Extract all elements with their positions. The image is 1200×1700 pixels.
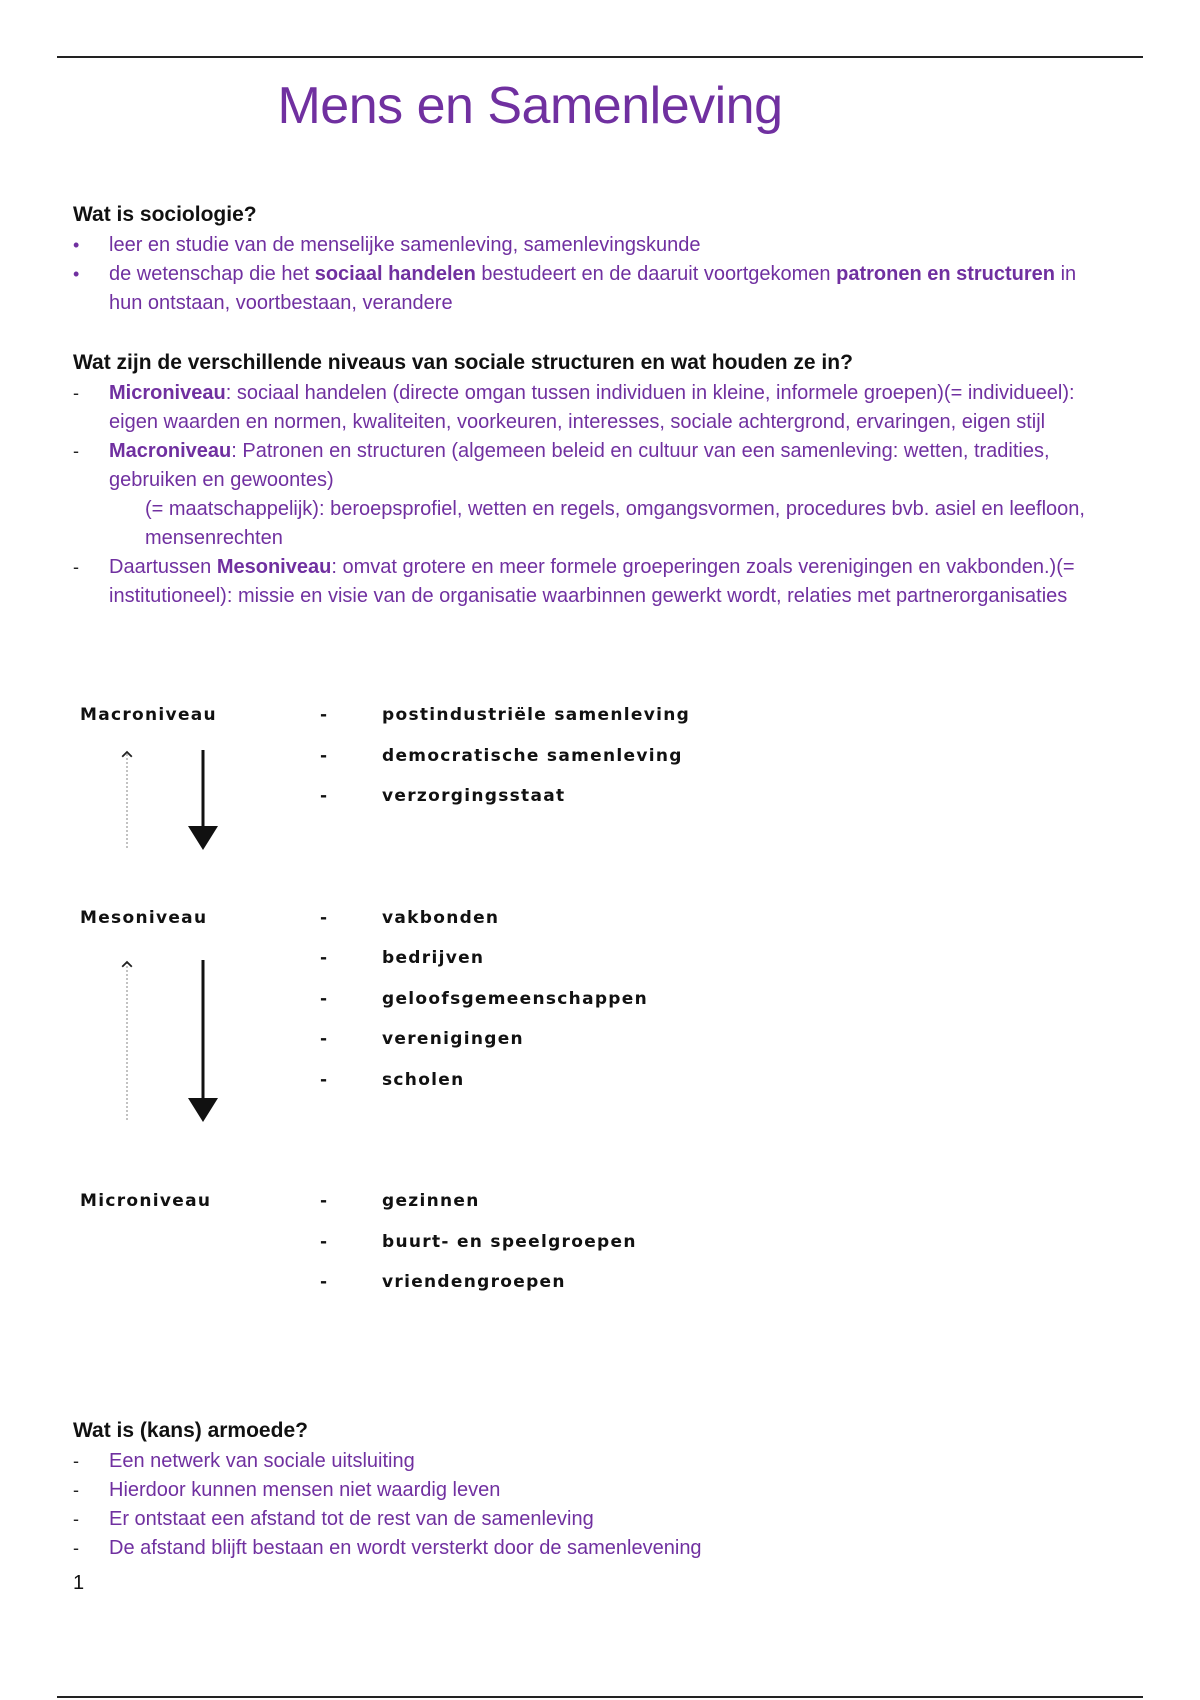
level-item: - verenigingen xyxy=(320,1029,524,1049)
level-item: - vakbonden xyxy=(320,908,500,928)
level-item: - geloofsgemeenschappen xyxy=(320,989,649,1009)
dash-marker: - xyxy=(73,1538,79,1558)
list-item: - Daartussen Mesoniveau: omvat grotere en meer formele groeperingen zoals verenigingen en vakbonden.)(= institutioneel): missie en visie van de organisatie waarbinnen gewerkt wordt, relaties met partnerorganisaties xyxy=(73,553,1103,611)
top-rule xyxy=(57,56,1143,58)
level-label-macro: Macroniveau xyxy=(80,705,217,725)
list-item: - Microniveau: sociaal handelen (directe omgan tussen individuen in kleine, informele groepen)(= individueel): eigen waarden en normen, kwaliteiten, voorkeuren, interesses, sociale achtergrond, ervaringen, eigen stijl xyxy=(73,379,1103,437)
list-item: - Hierdoor kunnen mensen niet waardig leven xyxy=(73,1476,1093,1505)
page-title: Mens en Samenleving xyxy=(277,77,783,135)
armoede-list xyxy=(73,1447,1093,1563)
list-item: • leer en studie van de menselijke samenleving, samenlevingskunde xyxy=(73,231,1093,260)
level-item: - democratische samenleving xyxy=(320,746,683,766)
list-item: - Er ontstaat een afstand tot de rest van de samenleving xyxy=(73,1505,1093,1534)
list-item: - De afstand blijft bestaan en wordt versterkt door de samenlevening xyxy=(73,1534,1093,1563)
dash-marker: - xyxy=(73,441,79,461)
list-subitem: (= maatschappelijk): beroepsprofiel, wetten en regels, omgangsvormen, procedures bvb. asiel en leefloon, mensenrechten xyxy=(145,498,1085,549)
list-item: - Macroniveau: Patronen en structuren (algemeen beleid en cultuur van een samenleving: wetten, tradities, gebruiken en gewoontes) xyxy=(73,437,1103,495)
level-item: - verzorgingsstaat xyxy=(320,786,566,806)
level-item: - vriendengroepen xyxy=(320,1272,566,1292)
level-item: - buurt- en speelgroepen xyxy=(320,1232,637,1252)
dash-marker: - xyxy=(73,1451,79,1471)
bottom-rule xyxy=(57,1696,1143,1698)
bullet-icon: • xyxy=(73,235,80,255)
bullet-icon: • xyxy=(73,264,80,284)
question-niveaus: Wat zijn de verschillende niveaus van sociale structuren en wat houden ze in? xyxy=(73,351,853,374)
niveaus-list xyxy=(73,379,1103,611)
level-label-meso: Mesoniveau xyxy=(80,908,208,928)
dash-marker: - xyxy=(73,383,79,403)
dash-marker: - xyxy=(73,1480,79,1500)
level-label-micro: Microniveau xyxy=(80,1191,212,1211)
list-item: • de wetenschap die het sociaal handelen bestudeert en de daaruit voortgekomen patronen en structuren in hun ontstaan, voortbestaan, verandere xyxy=(73,260,1093,318)
level-item: - postindustriële samenleving xyxy=(320,705,691,725)
list-item: - Een netwerk van sociale uitsluiting xyxy=(73,1447,1093,1476)
level-item: - bedrijven xyxy=(320,948,485,968)
question-armoede: Wat is (kans) armoede? xyxy=(73,1419,308,1442)
question-sociologie: Wat is sociologie? xyxy=(73,203,257,226)
dash-marker: - xyxy=(73,1509,79,1529)
level-item: - gezinnen xyxy=(320,1191,480,1211)
page-number: 1 xyxy=(73,1572,85,1594)
dash-marker: - xyxy=(73,557,79,577)
level-item: - scholen xyxy=(320,1070,465,1090)
sociologie-bullet-list xyxy=(73,231,1093,318)
